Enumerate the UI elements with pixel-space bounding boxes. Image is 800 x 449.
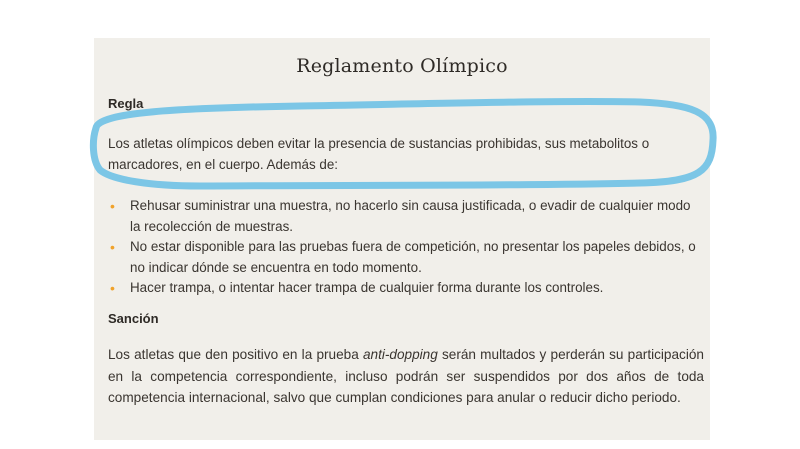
page-title: Reglamento Olímpico xyxy=(296,55,508,77)
sanction-text xyxy=(108,344,704,409)
rules-card xyxy=(94,38,710,440)
rule-item-text: Rehusar suministrar una muestra, no hacerlo sin causa justificada, o evadir de cualquier modo la recolección de muestras. xyxy=(130,198,691,234)
sanction-text-end: serán multados y perderán su participación en la competencia correspondiente, incluso podrán ser suspendidos por dos años de toda competencia internacional, salvo que cumplan condiciones para anular o reducir dicho periodo. xyxy=(108,347,704,405)
bullet-icon: • xyxy=(110,239,115,255)
list-item xyxy=(108,196,704,237)
list-item xyxy=(108,237,704,278)
sanction-heading: Sanción xyxy=(108,311,159,326)
rule-list xyxy=(108,196,704,299)
rule-intro: Los atletas olímpicos deben evitar la presencia de sustancias prohibidas, sus metabolitos o marcadores, en el cuerpo. Además de: xyxy=(108,136,650,172)
rule-item-text: No estar disponible para las pruebas fuera de competición, no presentar los papeles debidos, o no indicar dónde se encuentra en todo momento. xyxy=(130,239,696,275)
sanction-text-start: Los atletas que den positivo en la prueba xyxy=(108,347,363,362)
sanction-text-italic: anti-dopping xyxy=(362,347,438,362)
list-item xyxy=(108,278,704,299)
bullet-icon: • xyxy=(110,198,115,214)
bullet-icon: • xyxy=(110,280,115,296)
rule-heading: Regla xyxy=(108,96,144,111)
rule-item-text: Hacer trampa, o intentar hacer trampa de cualquier forma durante los controles. xyxy=(130,280,604,295)
